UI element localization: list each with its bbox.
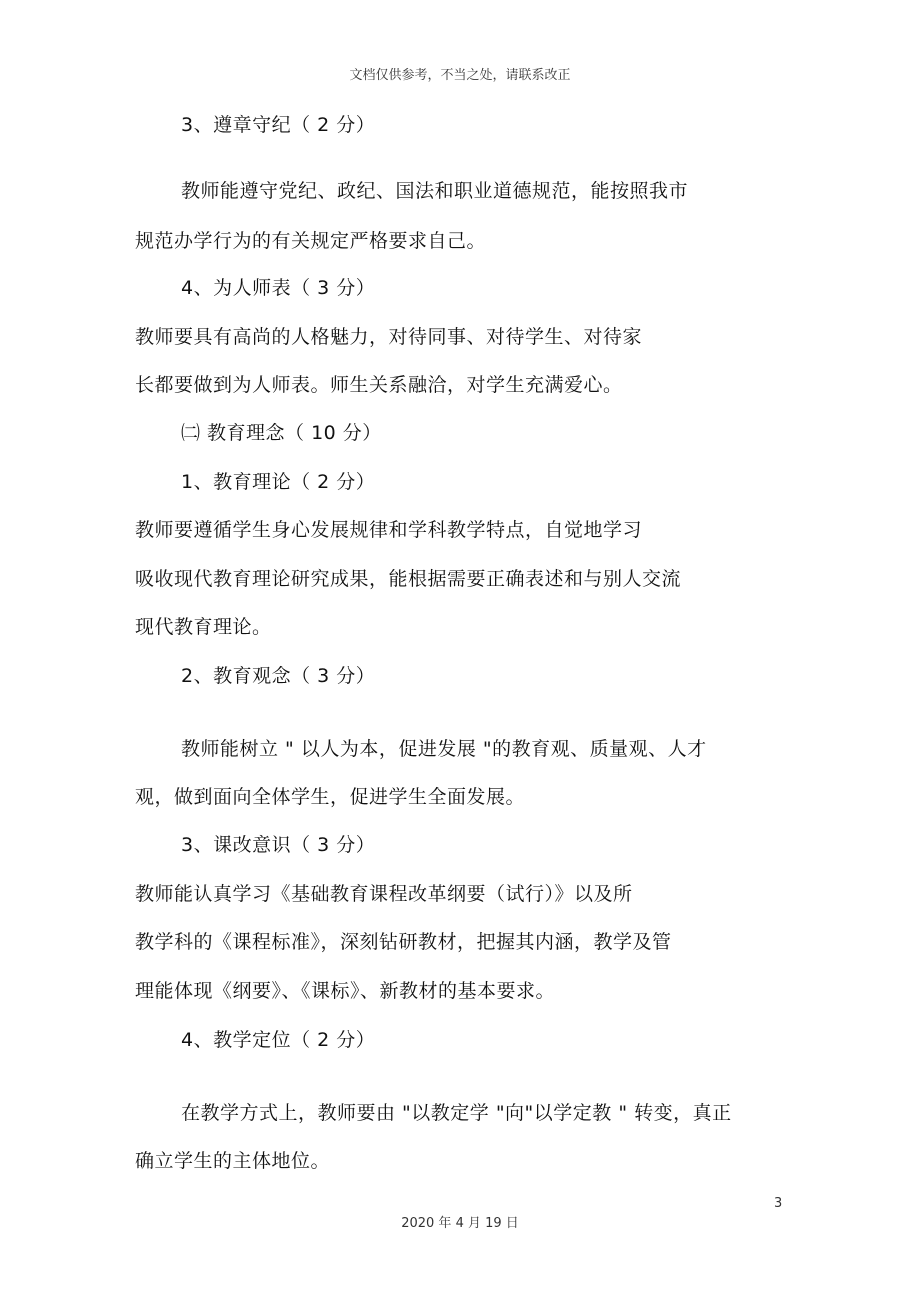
section-heading-education-theory: 1、教育理论（ 2 分） <box>181 471 376 493</box>
section-heading-education-philosophy: ㈡ 教育理念（ 10 分） <box>181 422 382 444</box>
paragraph-line: 确立学生的主体地位。 <box>135 1150 331 1172</box>
paragraph-line: 教师能树立 " 以人为本，促进发展 "的教育观、质量观、人才 <box>181 738 707 760</box>
section-heading-role-model: 4、为人师表（ 3 分） <box>181 277 376 299</box>
paragraph-line: 在教学方式上，教师要由 "以教定学 "向"以学定教 " 转变，真正 <box>181 1102 732 1124</box>
section-heading-discipline: 3、遵章守纪（ 2 分） <box>181 114 376 136</box>
paragraph-line: 教师能认真学习《基础教育课程改革纲要（试行）》以及所 <box>135 883 633 905</box>
paragraph-line: 教学科的《课程标准》，深刻钻研教材，把握其内涵，教学及管 <box>135 931 672 953</box>
section-heading-teaching-positioning: 4、教学定位（ 2 分） <box>181 1029 376 1051</box>
footer-date: 2020 年 4 月 19 日 <box>401 1216 519 1231</box>
paragraph-line: 教师要具有高尚的人格魅力，对待同事、对待学生、对待家 <box>135 326 643 348</box>
paragraph-line: 现代教育理论。 <box>135 616 272 638</box>
paragraph-line: 长都要做到为人师表。师生关系融洽，对学生充满爱心。 <box>135 374 623 396</box>
paragraph-line: 理能体现《纲要》、《课标》、新教材的基本要求。 <box>135 980 556 1002</box>
paragraph-line: 教师能遵守党纪、政纪、国法和职业道德规范，能按照我市 <box>181 180 689 202</box>
paragraph-line: 吸收现代教育理论研究成果，能根据需要正确表述和与别人交流 <box>135 568 682 590</box>
paragraph-line: 观，做到面向全体学生，促进学生全面发展。 <box>135 786 526 808</box>
paragraph-line: 规范办学行为的有关规定严格要求自己。 <box>135 230 487 252</box>
section-heading-curriculum-reform: 3、课改意识（ 3 分） <box>181 834 376 856</box>
page-number: 3 <box>774 1196 783 1211</box>
header-note: 文档仅供参考，不当之处，请联系改正 <box>349 68 571 83</box>
section-heading-education-concept: 2、教育观念（ 3 分） <box>181 665 376 687</box>
paragraph-line: 教师要遵循学生身心发展规律和学科教学特点，自觉地学习 <box>135 519 643 541</box>
